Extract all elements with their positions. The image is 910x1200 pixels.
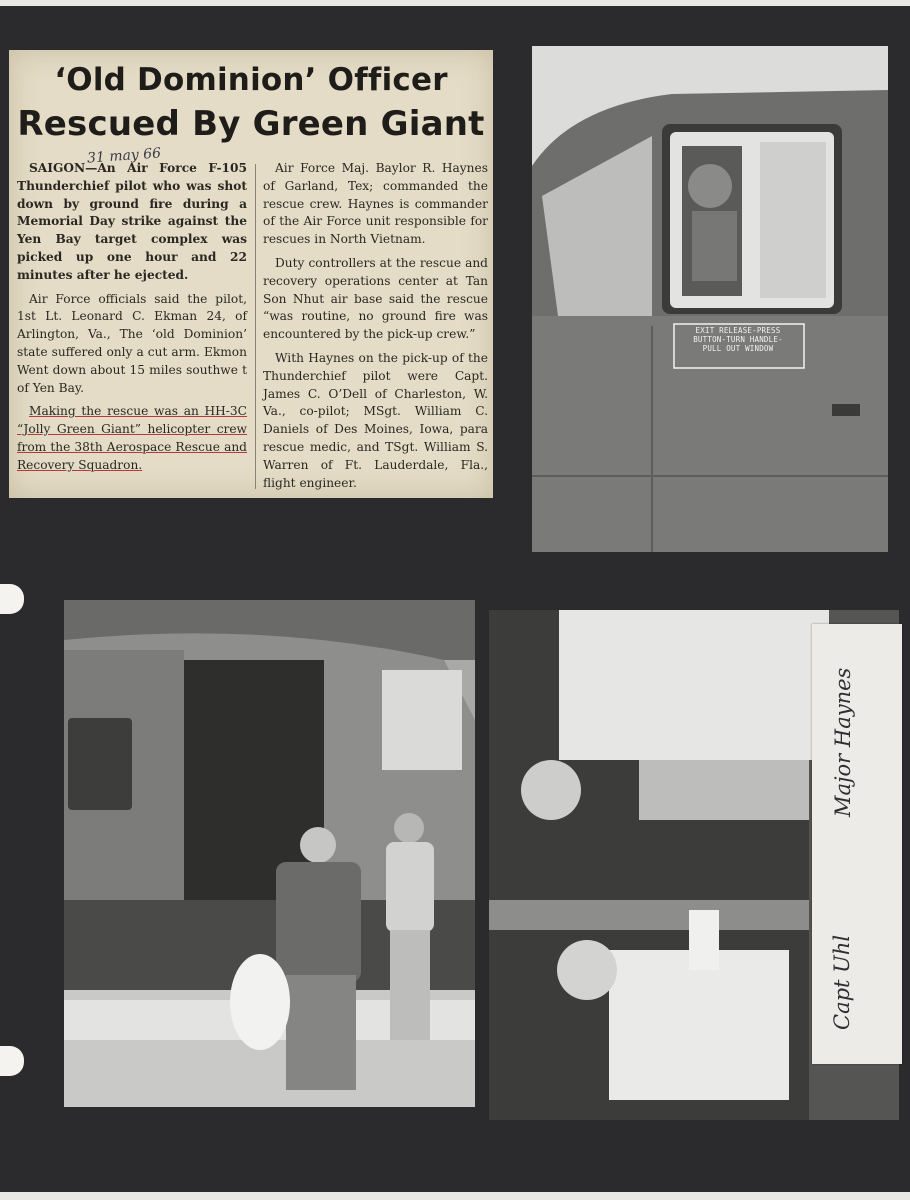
headline-line2: Rescued By Green Giant [17,104,485,144]
article-paragraph: With Haynes on the pick-up of the Thunderchief pilot were Capt. James C. O’Dell of Charleston, W. Va., co-pilot; MSgt. William C. Daniels of Des Moines, Iowa, para rescue medic, and TSgt. William S. Warren of Ft. Lauderdale, Fla., flight engineer. [263,350,488,490]
article-paragraph: Air Force Maj. Baylor R. Haynes of Garland, Tex; commanded the rescue crew. Haynes is commander of the Air Force unit responsible for rescues in North Vietnam. [263,161,488,247]
headline-line1: ‘Old Dominion’ Officer [54,62,448,98]
rescued-pilot-photo-art [64,600,475,1107]
caption-card [812,624,902,1064]
lead-paragraph [17,160,247,285]
page-edge-bottom [0,1192,910,1200]
stencil-line: PULL OUT WINDOW [702,344,774,353]
newspaper-clipping [9,50,493,498]
stencil-line: BUTTON-TURN HANDLE- [693,335,783,344]
binder-hole-lower [0,1046,24,1076]
article-paragraph: Air Force officials said the pilot, 1st Lt. Leonard C. Ekman 24, of Arlington, Va., The ‘old Dominion’ state suffered only a cut arm. Ekmon Went down about 15 miles southwe t of Yen Bay. [17,291,247,395]
stencil-line: EXIT RELEASE-PRESS [695,326,781,335]
article-columns [17,160,489,496]
page-edge-top [0,0,910,6]
article-paragraph-underlined: Making the rescue was an HH-3C “Jolly Green Giant” helicopter crew from the 38th Aerospace Rescue and Recovery Squadron. [17,404,247,472]
article-paragraph: Duty controllers at the rescue and recovery operations center at Tan Son Nhut air base said the rescue “was routine, no ground fire was encountered by the pick-up crew.” [263,255,488,342]
handwritten-caption-capt: Capt Uhl [830,934,854,1030]
dateline: SAIGON— [29,161,98,175]
column-divider [255,164,256,489]
photo-rescued-pilot [64,600,475,1107]
article-right-column [263,160,488,492]
exit-release-stencil [676,326,800,353]
cockpit-photo-art [532,46,888,552]
binder-hole-upper [0,584,24,614]
lead-text: An Air Force F-105 Thunderchief pilot who was shot down by ground fire during a Memorial Day strike against the Yen Bay target complex was picked up one hour and 22 minutes after he ejected. [17,161,247,282]
handwritten-caption-major: Major Haynes [831,667,855,817]
handwritten-date: 31 may 66 [86,145,162,167]
photo-helicopter-cockpit [532,46,888,552]
article-left-column [17,160,247,475]
